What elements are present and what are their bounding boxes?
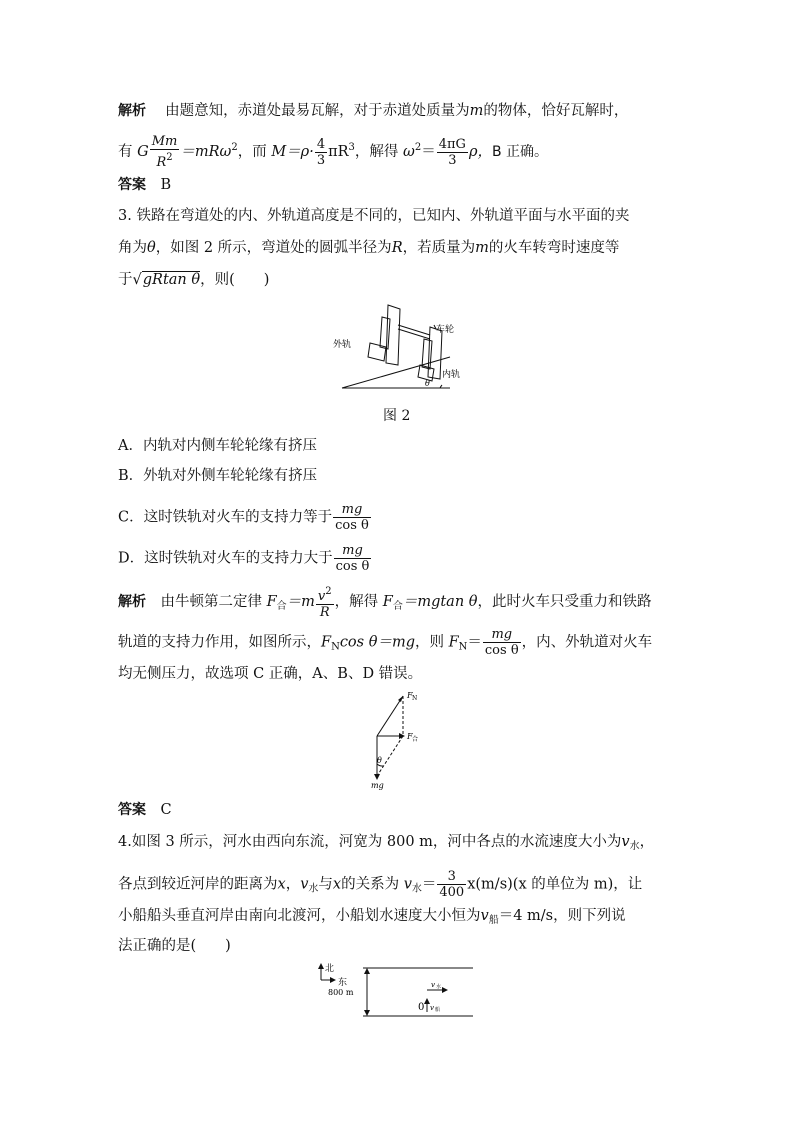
label-theta: θ: [377, 756, 382, 765]
label-outer-rail: 外轨: [333, 340, 352, 350]
solution2-line2: 有 G $\frac{Mm}{R^2}$ ＝mRω$^2$，而 M＝ρ· $\frac{4}{3}$ $\pi R^3$，解得 $\omega^2=$ $\frac{4\pi G}{3}$ ρ，B 正确。: [118, 134, 549, 170]
label-origin: 0: [418, 1002, 425, 1013]
solution-label: 解析: [118, 103, 146, 119]
solution3-line1: 解析 由牛顿第二定律 $F_合=m$ $\frac{v^2}{R}$ ，解得 $F_合=mgtan$ θ，此时火车只受重力和铁路: [118, 586, 652, 620]
question4-line3: 小船船头垂直河岸由南向北渡河，小船划水速度大小恒为$v_船=4$ m/s，则下列说: [118, 908, 626, 926]
fraction-mg-cos: $\frac{mg}{\text{cos θ}}$: [335, 502, 369, 533]
fraction-4piG-3: $\frac{4\pi G}{3}$: [438, 136, 466, 168]
figure2-caption: 图 2: [383, 408, 411, 424]
figure3-river-diagram: [315, 960, 485, 1022]
solution3-line2: 轨道的支持力作用，如图所示，$F_N\cos$ θ＝mg，则 $F_N=$ $\frac{mg}{\text{cos θ}}$ ，内、外轨道对火车: [118, 627, 653, 658]
answer2: 答案 B: [118, 177, 172, 193]
solution3-line3: 均无侧压力，故选项 C 正确，A、B、D 错误。: [118, 666, 423, 682]
question4-line1: 4.如图 3 所示，河水由西向东流，河宽为 800 m，河中各点的水流速度大小为$v_水$，: [118, 834, 655, 852]
fraction-4-3: $\frac{4}{3}$: [316, 136, 326, 168]
label-FN: F: [407, 691, 413, 700]
fraction-3-400: $\frac{3}{400}$: [439, 869, 465, 900]
label-mg: mg: [371, 781, 384, 790]
fraction-v2-R: $\frac{v^2}{R}$: [317, 586, 332, 620]
figure2-rail-diagram: [330, 295, 470, 395]
fraction-Mm-R2: $\frac{Mm}{R^2}$: [151, 134, 178, 170]
answer3: 答案 C: [118, 802, 172, 818]
sqrt-expression: gRtan θ: [142, 272, 201, 288]
option-d: D．这时铁轨对火车的支持力大于 $\frac{mg}{\text{cos θ}}$: [118, 543, 370, 574]
svg-text:合: 合: [412, 736, 419, 743]
label-Fhe: F: [407, 732, 413, 741]
svg-text:水: 水: [436, 984, 442, 990]
label-v-water: v: [431, 981, 435, 989]
label-north: 北: [325, 964, 335, 974]
label-inner-rail: 内轨: [442, 370, 461, 380]
question3-line2: 角为θ，如图 2 所示，弯道处的圆弧半径为R，若质量为m的火车转弯时速度等: [118, 240, 620, 256]
option-a: A．内轨对内侧车轮轮缘有挤压: [118, 438, 317, 454]
label-v-boat: v: [430, 1004, 434, 1012]
fraction-mg-cos: $\frac{mg}{\text{cos θ}}$: [335, 543, 370, 574]
svg-text:N: N: [412, 695, 418, 702]
option-b: B．外轨对外侧车轮轮缘有挤压: [118, 468, 318, 484]
question4-line4: 法正确的是( ): [118, 938, 231, 954]
label-theta: θ: [425, 379, 430, 388]
label-east: 东: [338, 978, 348, 988]
label-wheel: 车轮: [436, 325, 455, 335]
solution2-line1: 解析 由题意知，赤道处最易瓦解，对于赤道处质量为m的物体，恰好瓦解时，: [118, 103, 629, 119]
fraction-mg-cos: $\frac{mg}{\text{cos θ}}$: [484, 627, 519, 658]
label-river-width: 800 m: [328, 988, 354, 997]
question4-line2: 各点到较近河岸的距离为x，$v_水$与x的关系为 $v_水=$ $\frac{3}{400}$ x(m/s)(x 的单位为 m)，让: [118, 869, 643, 900]
option-c: C．这时铁轨对火车的支持力等于 $\frac{mg}{\text{cos θ}}$: [118, 502, 369, 533]
force-diagram: [365, 690, 435, 790]
question3-line3: 于√gRtan θ，则( ): [118, 272, 270, 288]
question3-line1: 3. 铁路在弯道处的内、外轨道高度是不同的，已知内、外轨道平面与水平面的夹: [118, 208, 630, 224]
svg-text:船: 船: [435, 1007, 441, 1013]
